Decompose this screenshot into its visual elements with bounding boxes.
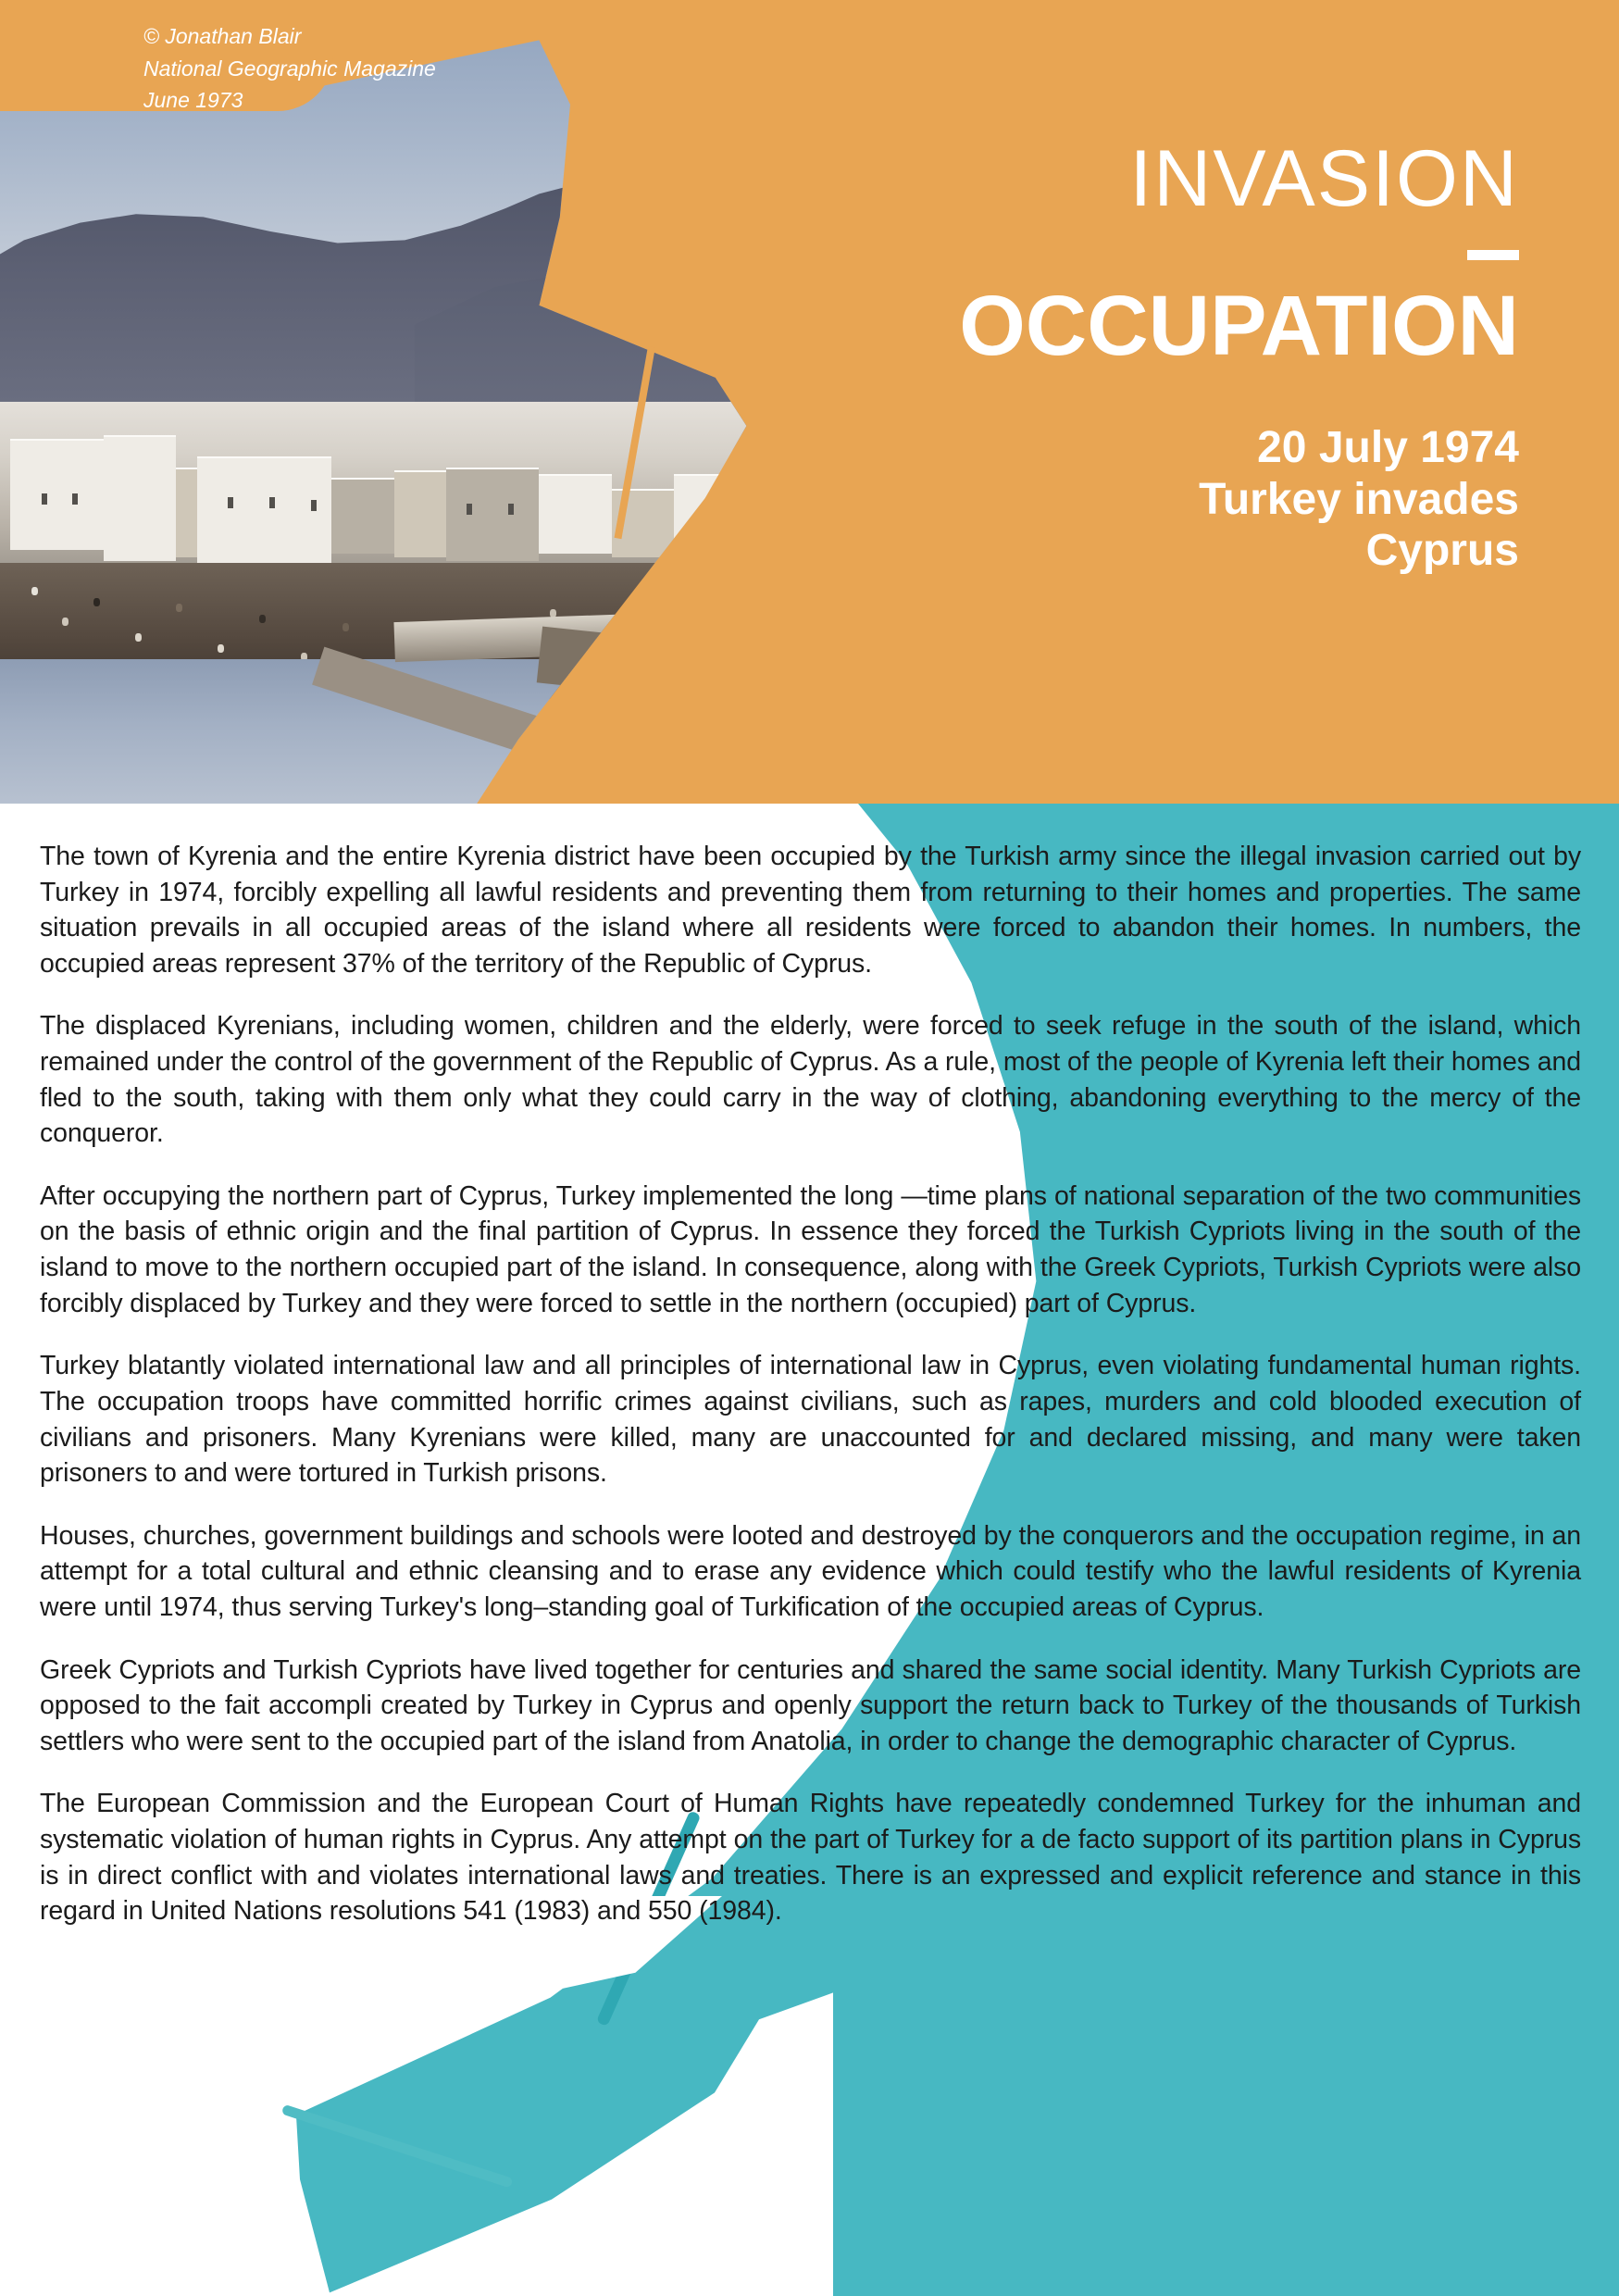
paragraph-1: The town of Kyrenia and the entire Kyrenia district have been occupied by the Turkish army since the illegal invasion carried out by Turkey in 1974, forcibly expelling all lawful residents and preventing them from returning to their homes and properties. The same situation prevails in all occupied areas of the island where all residents were forced to abandon their homes. In numbers, the occupied areas represent 37% of the territory of the Republic of Cyprus. — [40, 842, 1581, 979]
paragraph-3: After occupying the northern part of Cyprus, Turkey implemented the long —time plans of national separation of the two communities on the basis of ethnic origin and the final partition of Cyprus. In essence they forced the Turkish Cypriots living in the south of the island to move to the northern occupied part of the island. In consequence, along with the Greek Cypriots, Turkish Cypriots were also forcibly displaced by Turkey and they were forced to settle in the northern (occupied) part of Cyprus. — [40, 1180, 1581, 1318]
title-invasion: INVASION — [1129, 134, 1519, 223]
paragraph-5: Houses, churches, government buildings and schools were looted and destroyed by the conquerors and the occupation regime, in an attempt for a total cultural and ethnic cleansing and to erase any evidence which could testify who the lawful residents of Kyrenia were until 1974, thus serving Turkey's long–standing goal of Turkification of the occupied areas of Cyprus. — [40, 1520, 1581, 1622]
paragraph-2: The displaced Kyrenians, including women, children and the elderly, were forced to seek refuge in the south of the island, which remained under the control of the government of the Republic of Cyprus. As a rule, most of the people of Kyrenia left their homes and fled to the south, taking with them only what they could carry in the way of clothing, abandoning everything to the mercy of the conqueror. — [40, 1011, 1581, 1149]
subtitle-date: 20 July 1974 — [1257, 423, 1519, 472]
paragraph-4: Turkey blatantly violated international law and all principles of international law in Cyprus, even violating fundamental human rights. The occupation troops have committed horrific crimes against civilians, such as rapes, murders and cold blooded execution of civilians and prisoners. Many Kyrenians were killed, many are unaccounted for and declared missing, and many were taken prisoners to and were tortured in Turkish prisons. — [40, 1351, 1581, 1489]
photo-canvas — [0, 0, 1037, 804]
subtitle-place: Cyprus — [1365, 526, 1519, 576]
photo-jetty — [537, 627, 853, 716]
subtitle-event: Turkey invades — [1199, 474, 1519, 524]
header-band — [0, 0, 1619, 804]
title-divider-rule — [1467, 250, 1519, 260]
credit-date: June 1973 — [143, 88, 243, 112]
credit-publication: National Geographic Magazine — [143, 56, 436, 81]
kyrenia-photo — [0, 0, 1037, 804]
credit-author: © Jonathan Blair — [143, 24, 302, 48]
photo-credit — [143, 20, 436, 117]
photo-town — [0, 402, 1037, 579]
body-section — [0, 804, 1619, 2296]
article-text-column — [40, 839, 1581, 1929]
subtitle-block — [959, 422, 1519, 577]
paragraph-6: Greek Cypriots and Turkish Cypriots have lived together for centuries and shared the same social identity. Many Turkish Cypriots are opposed to the fait accompli created by Turkey in Cyprus and openly support the return back to Turkey of the thousands of Turkish settlers who were sent to the occupied part of the island from Anatolia, in order to change the demographic character of Cyprus. — [40, 1654, 1581, 1756]
paragraph-7: The European Commission and the European Court of Human Rights have repeatedly condemned Turkey for the inhuman and systematic violation of human rights in Cyprus. Any attempt on the part of Turkey for a de facto support of its partition plans in Cyprus is in direct conflict with and violates international laws and treaties. There is an expressed and explicit reference and stance in this regard in United Nations resolutions 541 (1983) and 550 (1984). — [40, 1789, 1581, 1927]
title-occupation: OCCUPATION — [959, 279, 1519, 373]
title-block — [959, 134, 1519, 577]
